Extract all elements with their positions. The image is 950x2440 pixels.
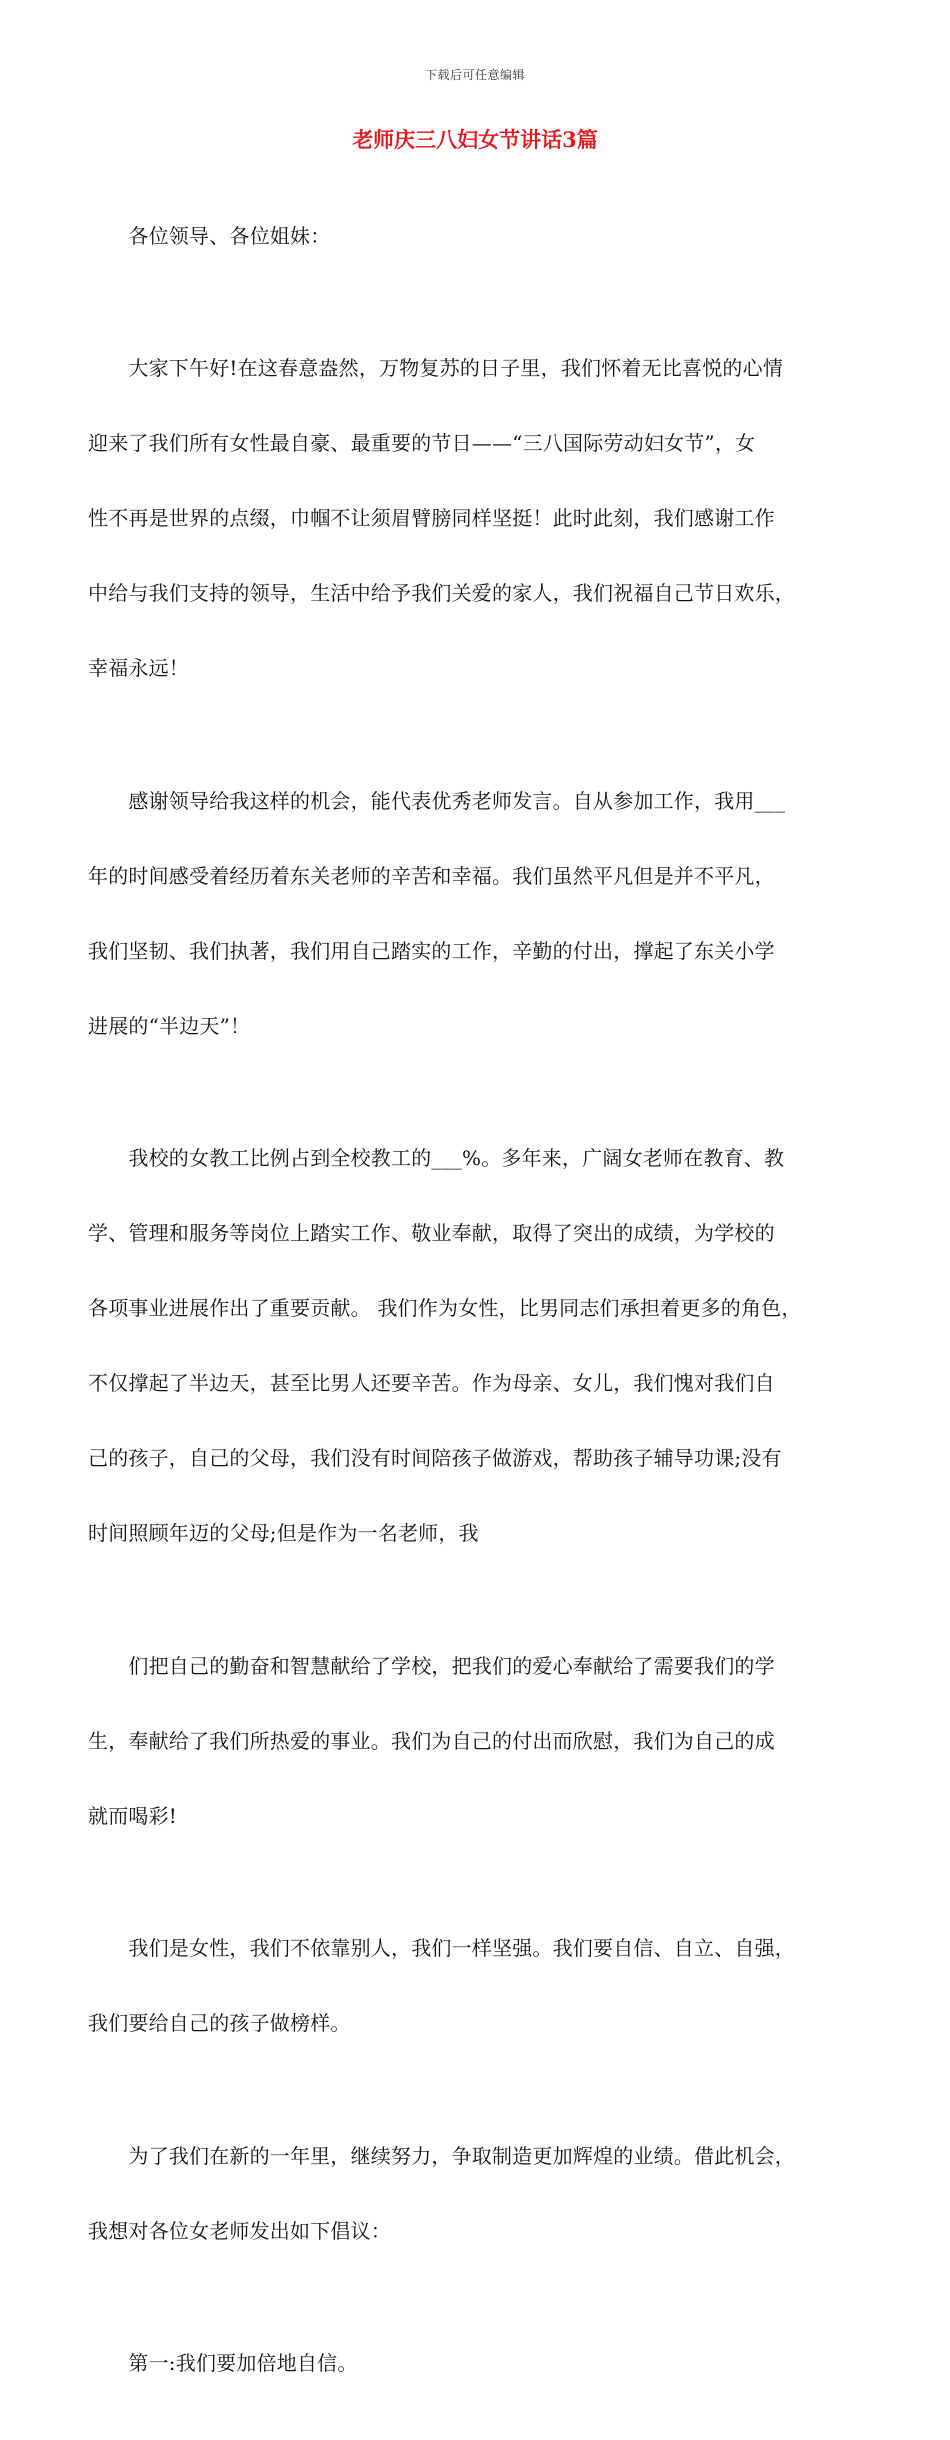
text-line: 生，奉献给了我们所热爱的事业。我们为自己的付出而欣慰，我们为自己的成 [88, 1728, 775, 1753]
text-line: 不仅撑起了半边天，甚至比男人还要辛苦。作为母亲、女儿，我们愧对我们自 [88, 1371, 775, 1395]
text-line: 学、管理和服务等岗位上踏实工作、敬业奉献，取得了突出的成绩，为学校的 [88, 1221, 775, 1245]
header-note: 下载后可任意编辑 [424, 68, 525, 82]
text-line: 我们是女性，我们不依靠别人，我们一样坚强。我们要自信、自立、自强， [88, 1936, 795, 1960]
text-line: 们把自己的勤奋和智慧献给了学校，把我们的爱心奉献给了需要我们的学 [88, 1653, 775, 1678]
text-line: 各项事业进展作出了重要贡献。 我们作为女性，比男同志们承担着更多的角色， [88, 1296, 802, 1320]
text-line: 我们坚韧、我们执著，我们用自己踏实的工作，辛勤的付出，撑起了东关小学 [88, 938, 775, 963]
text-line: 我校的女教工比例占到全校教工的___%。多年来，广阔女老师在教育、教 [88, 1146, 785, 1170]
text-line: 幸福永远！ [88, 656, 189, 680]
text-line: 为了我们在新的一年里，继续努力，争取制造更加辉煌的业绩。借此机会， [88, 2143, 795, 2168]
text-line: 迎来了我们所有女性最自豪、最重要的节日——“三八国际劳动妇女节”，女 [88, 431, 756, 455]
paragraph-thanks [88, 745, 864, 1083]
paragraph-first-point [88, 2308, 864, 2421]
paragraph-proposal [88, 2100, 864, 2288]
text-line: 就而喝彩! [88, 1803, 178, 1828]
text-line: 时间照顾年迈的父母;但是作为一名老师，我 [88, 1521, 479, 1545]
text-line: 第一:我们要加倍地自信。 [88, 2351, 358, 2375]
text-line: 各位领导、各位姐妹： [88, 223, 331, 248]
paragraph-greeting [88, 180, 864, 293]
text-line: 己的孩子，自己的父母，我们没有时间陪孩子做游戏，帮助孩子辅导功课;没有 [88, 1446, 782, 1470]
paragraph-strength [88, 1893, 864, 2081]
text-line: 中给与我们支持的领导，生活中给予我们关爱的家人，我们祝福自己节日欢乐， [88, 581, 795, 605]
text-line: 感谢领导给我这样的机会，能代表优秀老师发言。自从参加工作，我用___ [88, 788, 786, 813]
text-line: 我们要给自己的孩子做榜样。 [88, 2011, 351, 2035]
paragraph-school [88, 1103, 864, 1591]
paragraph-opening [88, 313, 864, 726]
text-line: 我想对各位女老师发出如下倡议： [88, 2218, 391, 2243]
document-title: 老师庆三八妇女节讲话3篇 [352, 127, 598, 152]
text-line: 性不再是世界的点缀，巾帼不让须眉臂膀同样坚挺！此时此刻，我们感谢工作 [88, 506, 775, 530]
paragraph-dedication [88, 1610, 864, 1873]
text-line: 大家下午好!在这春意盎然，万物复苏的日子里，我们怀着无比喜悦的心情 [88, 356, 784, 380]
text-line: 进展的“半边天”！ [88, 1013, 251, 1038]
text-line: 年的时间感受着经历着东关老师的辛苦和幸福。我们虽然平凡但是并不平凡， [88, 863, 775, 888]
document-body [88, 180, 864, 2440]
